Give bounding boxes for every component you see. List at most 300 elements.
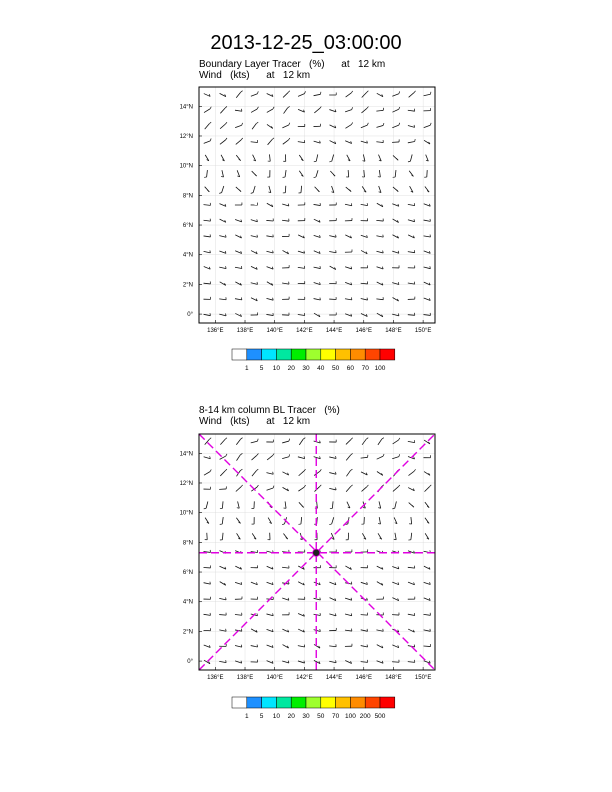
- wind-barb: [345, 141, 351, 144]
- wind-barb: [424, 614, 431, 615]
- wind-barb: [236, 140, 241, 145]
- wind-barb: [298, 457, 305, 459]
- wind-barb: [345, 614, 352, 616]
- wind-barb-flag: [255, 174, 257, 176]
- wind-barb: [361, 299, 368, 301]
- wind-barb-flag: [383, 123, 384, 125]
- wind-barb-flag: [225, 469, 227, 471]
- wind-barb: [332, 517, 334, 524]
- y-tick-label: 14°N: [179, 451, 193, 458]
- wind-barb: [285, 170, 286, 177]
- wind-barb: [251, 236, 258, 238]
- wind-barb: [376, 630, 383, 631]
- wind-barb: [204, 251, 211, 253]
- colorbar-label: 70: [361, 365, 369, 372]
- wind-barb-flag: [209, 122, 211, 124]
- colorbar-label: 50: [317, 713, 325, 720]
- wind-barb: [316, 154, 318, 161]
- wind-barb: [411, 533, 412, 540]
- wind-barb: [235, 615, 242, 616]
- x-tick-label: 150°E: [414, 675, 432, 681]
- colorbar-swatch: [247, 349, 262, 360]
- wind-barb: [266, 298, 273, 300]
- y-tick-label: 14°N: [179, 104, 193, 111]
- x-tick-label: 148°E: [385, 328, 402, 334]
- wind-barb: [408, 614, 415, 615]
- wind-barb: [283, 140, 289, 144]
- wind-barb: [235, 267, 242, 268]
- wind-barb: [392, 251, 399, 253]
- wind-barb-flag: [351, 91, 352, 93]
- wind-barb: [346, 471, 350, 477]
- colorbar-label: 100: [344, 713, 356, 720]
- wind-barb: [222, 501, 223, 508]
- wind-barb-flag: [257, 91, 258, 93]
- colorbar-swatch: [276, 349, 291, 360]
- wind-barb: [282, 598, 289, 600]
- wind-barb: [346, 486, 351, 491]
- colorbar-label: 30: [302, 713, 310, 720]
- wind-barb: [235, 582, 242, 584]
- wind-barb: [204, 457, 211, 459]
- wind-barb: [314, 441, 321, 443]
- wind-barb-flag: [273, 107, 274, 109]
- wind-barb-flag: [414, 645, 415, 647]
- colorbar-swatch: [350, 697, 365, 708]
- wind-barb-flag: [241, 138, 243, 140]
- colorbar-swatch: [336, 697, 351, 708]
- colorbar-label: 40: [317, 365, 325, 372]
- y-tick-label: 2°N: [182, 629, 193, 636]
- wind-barb-flag: [399, 123, 400, 125]
- wind-barb: [345, 598, 352, 600]
- wind-barb-flag: [240, 453, 242, 454]
- wind-barb-flag: [383, 454, 384, 456]
- wind-barb: [377, 456, 383, 459]
- colorbar-swatch: [350, 349, 365, 360]
- wind-barb-flag: [392, 508, 394, 509]
- wind-barb: [298, 142, 305, 143]
- colorbar-swatch: [365, 697, 380, 708]
- wind-barb: [361, 125, 368, 128]
- wind-barb: [408, 252, 415, 253]
- wind-barb: [410, 154, 412, 161]
- wind-barb: [361, 662, 368, 663]
- wind-barb: [314, 582, 320, 585]
- colorbar-swatch: [276, 697, 291, 708]
- wind-barb-flag: [242, 123, 243, 125]
- x-tick-label: 144°E: [325, 328, 343, 334]
- wind-barb-flag: [241, 91, 243, 93]
- x-tick-label: 146°E: [355, 675, 372, 681]
- wind-barb: [329, 614, 336, 616]
- colorbar-label: 100: [374, 365, 386, 372]
- colorbar-swatch: [306, 349, 321, 360]
- wind-barb: [408, 662, 415, 663]
- wind-barb: [379, 517, 380, 524]
- wind-barb: [251, 109, 257, 112]
- wind-barb: [329, 488, 336, 490]
- x-tick-label: 148°E: [385, 675, 402, 681]
- panel-1-title: Boundary Layer Tracer (%) at 12 km: [199, 59, 386, 70]
- wind-barb: [222, 170, 224, 177]
- wind-barb: [220, 456, 226, 459]
- wind-barb: [408, 567, 415, 568]
- colorbar-label: 5: [259, 365, 264, 372]
- wind-barb: [301, 186, 302, 193]
- wind-barb: [361, 204, 368, 205]
- wind-barb: [282, 204, 289, 206]
- wind-barb: [219, 314, 226, 316]
- wind-barb-flag: [367, 91, 369, 93]
- wind-barb: [424, 582, 431, 584]
- wind-barb: [205, 124, 210, 129]
- wind-barb: [204, 220, 211, 221]
- colorbar-swatch: [291, 697, 306, 708]
- wind-barb: [424, 94, 431, 95]
- wind-barb-flag: [226, 454, 227, 456]
- wind-barb: [424, 220, 431, 221]
- y-tick-label: 2°N: [182, 282, 193, 289]
- wind-barb-flag: [257, 485, 258, 487]
- y-tick-label: 0°: [187, 312, 193, 319]
- wind-barb: [299, 171, 303, 177]
- wind-barb-flag: [256, 122, 258, 123]
- colorbar-label: 500: [374, 713, 386, 720]
- page-title: 2013-12-25_03:00:00: [210, 32, 402, 54]
- colorbar-swatch: [380, 349, 395, 360]
- wind-barb: [361, 630, 368, 631]
- wind-barb: [329, 236, 336, 238]
- wind-barb: [298, 267, 305, 268]
- colorbar-label: 70: [331, 713, 340, 720]
- wind-barb: [251, 441, 258, 443]
- wind-barb: [424, 267, 431, 269]
- wind-barb: [235, 125, 242, 127]
- wind-barb: [378, 439, 382, 445]
- wind-barb: [345, 110, 352, 112]
- wind-barb-flag: [430, 92, 431, 94]
- wind-barb-flag: [256, 469, 258, 471]
- wind-barb: [268, 139, 273, 144]
- wind-barb: [235, 110, 242, 111]
- colorbar-label: 1: [244, 713, 249, 720]
- wind-barb: [252, 471, 256, 476]
- panel-2: [180, 434, 435, 720]
- wind-barb: [361, 108, 366, 113]
- wind-barb: [345, 267, 352, 269]
- wind-barb: [251, 283, 258, 285]
- colorbar-swatch: [306, 697, 321, 708]
- wind-barb-flag: [241, 438, 243, 440]
- wind-barb-flag: [314, 177, 316, 178]
- wind-barb: [220, 471, 225, 476]
- wind-barb: [266, 614, 273, 616]
- y-tick-label: 12°N: [179, 480, 193, 487]
- y-tick-label: 6°N: [182, 570, 193, 577]
- wind-barb-flag: [351, 485, 353, 487]
- wind-barb: [424, 125, 431, 127]
- wind-barb: [408, 471, 414, 475]
- wind-barb: [346, 455, 350, 460]
- wind-barb: [219, 267, 226, 269]
- wind-barb: [332, 501, 333, 508]
- wind-barb-flag: [251, 193, 253, 194]
- wind-barb: [362, 186, 366, 192]
- wind-barb: [395, 501, 397, 508]
- wind-barb: [411, 517, 412, 524]
- wind-barb: [314, 630, 321, 632]
- colorbar-swatch: [321, 349, 336, 360]
- wind-barb: [238, 501, 240, 508]
- wind-barb: [266, 473, 273, 475]
- colorbar-swatch: [232, 697, 247, 708]
- wind-barb: [299, 155, 303, 161]
- wind-barb: [236, 487, 241, 492]
- wind-barb-flag: [288, 91, 290, 93]
- wind-barb-flag: [288, 138, 290, 140]
- wind-barb: [316, 170, 318, 177]
- wind-barb: [314, 614, 321, 615]
- wind-barb: [345, 630, 352, 631]
- wind-barb: [314, 598, 321, 600]
- wind-barb: [408, 441, 415, 442]
- colorbar-label: 1: [244, 365, 249, 372]
- wind-barb-flag: [430, 123, 431, 125]
- wind-barb-flag: [320, 469, 321, 471]
- wind-barb: [424, 315, 431, 316]
- wind-barb: [362, 487, 367, 492]
- wind-barb: [266, 220, 273, 221]
- wind-barb: [314, 267, 321, 268]
- wind-barb: [251, 646, 258, 647]
- wind-barb: [345, 204, 352, 205]
- wind-barb: [376, 142, 383, 143]
- wind-barb-flag: [351, 438, 353, 440]
- wind-barb-flag: [210, 107, 211, 109]
- wind-barb: [235, 299, 242, 300]
- wind-barb: [299, 439, 303, 445]
- wind-barb-flag: [383, 629, 384, 631]
- x-tick-label: 150°E: [414, 328, 432, 334]
- wind-barb: [266, 251, 273, 253]
- wind-barb: [376, 220, 383, 221]
- wind-barb: [314, 108, 319, 112]
- wind-barb: [361, 141, 368, 143]
- wind-barb: [236, 439, 240, 445]
- wind-barb-flag: [225, 122, 227, 124]
- wind-barb-flag: [289, 439, 290, 441]
- wind-barb-flag: [351, 453, 353, 455]
- wind-barb: [266, 236, 273, 237]
- wind-barb: [376, 110, 383, 111]
- wind-barb: [204, 583, 211, 584]
- x-tick-label: 146°E: [355, 328, 372, 334]
- y-tick-label: 4°N: [182, 599, 193, 606]
- wind-barb: [424, 646, 431, 647]
- wind-barb: [379, 170, 380, 177]
- wind-barb: [282, 567, 289, 568]
- wind-barb-flag: [304, 91, 305, 93]
- wind-barb: [314, 94, 321, 95]
- wind-barb: [314, 141, 321, 143]
- wind-barb-flag: [204, 508, 206, 509]
- wind-barb: [285, 501, 286, 508]
- wind-barb: [204, 614, 211, 615]
- wind-barb: [219, 615, 226, 616]
- wind-barb-flag: [351, 122, 352, 124]
- wind-barb-flag: [408, 161, 410, 162]
- wind-barb: [298, 251, 305, 253]
- wind-barb: [220, 439, 225, 444]
- wind-barb: [376, 299, 383, 300]
- wind-barb: [220, 108, 225, 113]
- wind-barb-flag: [272, 138, 274, 140]
- wind-barb: [408, 110, 415, 111]
- wind-barb: [361, 283, 368, 284]
- wind-barb: [345, 299, 352, 300]
- wind-barb: [361, 457, 368, 458]
- wind-barb: [266, 314, 273, 315]
- wind-barb: [204, 472, 210, 476]
- wind-barb: [219, 661, 226, 662]
- wind-barb: [395, 533, 396, 540]
- wind-barb: [379, 501, 381, 508]
- wind-barb: [282, 661, 289, 663]
- wind-barb: [408, 315, 415, 316]
- x-tick-label: 136°E: [207, 328, 224, 334]
- wind-barb-flag: [225, 106, 227, 108]
- colorbar-swatch: [380, 697, 395, 708]
- wind-barb: [220, 124, 225, 129]
- wind-barb: [222, 186, 224, 193]
- wind-barb: [252, 124, 256, 130]
- y-tick-label: 4°N: [182, 252, 193, 259]
- colorbar-label: 10: [272, 713, 281, 720]
- wind-barb-flag: [399, 438, 400, 440]
- y-tick-label: 10°N: [179, 163, 193, 170]
- wind-barb-flag: [399, 107, 400, 109]
- wind-barb: [207, 170, 208, 177]
- wind-barb: [269, 154, 270, 161]
- wind-barb-flag: [399, 454, 400, 456]
- colorbar-swatch: [232, 349, 247, 360]
- wind-barb: [251, 142, 258, 143]
- wind-barb: [220, 140, 226, 144]
- wind-barb-flag: [329, 524, 331, 525]
- wind-barb-flag: [366, 438, 368, 439]
- colorbar-swatch: [291, 349, 306, 360]
- wind-barb: [282, 220, 289, 221]
- wind-barb: [298, 314, 305, 315]
- wind-barb: [408, 141, 415, 142]
- wind-barb: [299, 471, 304, 476]
- wind-barb: [204, 109, 210, 113]
- wind-barb-flag: [398, 485, 400, 487]
- wind-barb: [408, 126, 415, 128]
- wind-barb: [204, 236, 211, 237]
- wind-barb: [408, 204, 415, 205]
- x-tick-label: 136°E: [207, 675, 224, 681]
- y-tick-label: 10°N: [179, 510, 193, 517]
- wind-barb: [282, 283, 289, 284]
- wind-barb: [376, 251, 383, 253]
- wind-barb: [219, 630, 226, 631]
- wind-barb: [395, 170, 396, 177]
- storm-center-marker: [313, 549, 320, 556]
- wind-barb-flag: [289, 123, 290, 125]
- wind-barb: [408, 220, 415, 222]
- wind-barb: [251, 220, 258, 222]
- wind-barb: [222, 533, 223, 540]
- y-tick-label: 12°N: [179, 133, 193, 140]
- colorbar-label: 5: [259, 713, 264, 720]
- wind-barb: [346, 93, 352, 97]
- colorbar-label: 30: [302, 365, 310, 372]
- wind-barb-flag: [367, 485, 369, 487]
- wind-barb: [298, 109, 304, 112]
- wind-barb: [298, 487, 304, 491]
- wind-barb: [283, 93, 288, 98]
- wind-barb-flag: [414, 469, 416, 471]
- wind-barb: [222, 517, 223, 524]
- wind-barb: [332, 154, 334, 161]
- wind-barb: [269, 186, 271, 193]
- wind-barb: [284, 108, 288, 114]
- wind-barb-flag: [258, 439, 259, 441]
- wind-barb-flag: [304, 469, 306, 471]
- wind-barb-flag: [382, 438, 384, 439]
- colorbar-label: 50: [331, 365, 340, 372]
- wind-barb: [219, 299, 226, 300]
- wind-barb: [424, 630, 431, 631]
- wind-barb-flag: [288, 106, 290, 107]
- wind-barb-flag: [210, 139, 211, 141]
- wind-barb: [236, 92, 240, 97]
- panel-1-subtitle: Wind (kts) at 12 km: [199, 70, 311, 81]
- y-tick-label: 8°N: [182, 540, 193, 547]
- wind-barb-flag: [429, 485, 431, 487]
- wind-barb-flag: [225, 138, 227, 140]
- wind-barb: [346, 440, 351, 445]
- colorbar-label: 10: [272, 365, 281, 372]
- colorbar-swatch: [262, 349, 277, 360]
- wind-barb: [377, 125, 384, 127]
- wind-barb: [251, 94, 258, 97]
- wind-barb: [298, 94, 304, 97]
- wind-barb-flag: [225, 438, 227, 440]
- wind-barb: [267, 124, 273, 128]
- wind-barb: [282, 441, 289, 443]
- x-tick-label: 144°E: [325, 675, 343, 681]
- wind-barb: [237, 455, 241, 461]
- wind-barb-flag: [209, 438, 211, 440]
- wind-barb: [345, 125, 351, 129]
- y-tick-label: 8°N: [182, 193, 193, 200]
- colorbar-label: 20: [287, 365, 295, 372]
- wind-barb-flag: [273, 486, 274, 488]
- wind-barb-flag: [314, 161, 316, 162]
- wind-barb-flag: [226, 629, 227, 631]
- wind-barb: [219, 236, 226, 238]
- wind-barb: [314, 457, 321, 459]
- wind-barb: [362, 439, 366, 445]
- wind-barb: [329, 457, 336, 459]
- wind-barb: [314, 299, 321, 300]
- wind-barb-flag: [282, 524, 284, 525]
- wind-barb: [314, 471, 320, 475]
- wind-barb: [301, 517, 302, 524]
